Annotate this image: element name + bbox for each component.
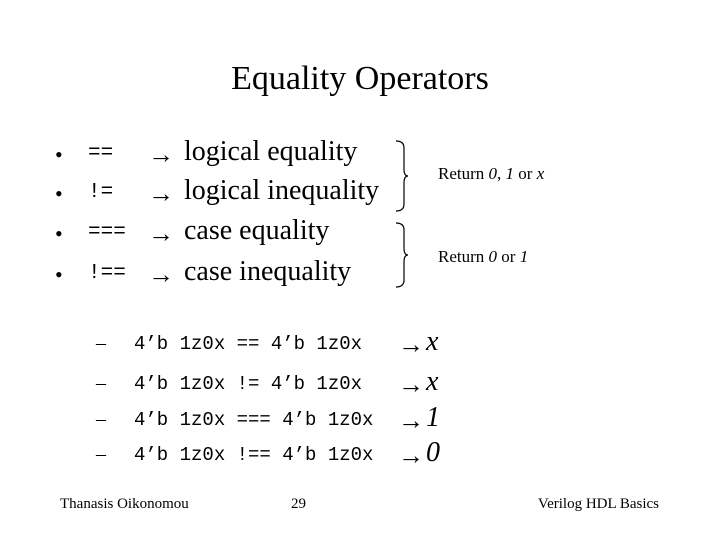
example-result: x [426, 366, 439, 397]
operator-description: case inequality [184, 256, 352, 287]
operator-symbol: == [88, 142, 114, 165]
bullet-icon: • [55, 262, 63, 287]
right-arrow-icon: → [148, 140, 174, 169]
example-code: 4’b 1z0x != 4’b 1z0x [134, 373, 363, 395]
dash-bullet: – [96, 332, 106, 354]
right-arrow-icon: → [148, 260, 174, 289]
operator-description: logical inequality [184, 175, 380, 206]
right-arrow-icon: → [398, 406, 424, 435]
bullet-icon: • [55, 181, 63, 206]
slide-title: Equality Operators [231, 60, 489, 97]
right-arrow-icon: → [398, 441, 424, 470]
dash-bullet: – [96, 408, 106, 430]
footer-course: Verilog HDL Basics [537, 496, 659, 512]
example-result: x [426, 326, 439, 357]
right-arrow-icon: → [398, 330, 424, 359]
right-arrow-icon: → [148, 219, 174, 248]
example-code: 4’b 1z0x === 4’b 1z0x [134, 409, 374, 431]
bullet-icon: • [55, 142, 63, 167]
example-result: 0 [426, 437, 440, 468]
right-arrow-icon: → [148, 179, 174, 208]
example-result: 1 [426, 402, 440, 433]
bracket-icon [395, 222, 405, 288]
right-arrow-icon: → [398, 370, 424, 399]
dash-bullet: – [96, 443, 106, 465]
return-note-logical: Return 0, 1 or x [438, 164, 545, 183]
example-code: 4’b 1z0x == 4’b 1z0x [134, 333, 363, 355]
return-note-case: Return 0 or 1 [438, 247, 529, 266]
bracket-icon [395, 140, 405, 212]
bullet-icon: • [55, 221, 63, 246]
dash-bullet: – [96, 372, 106, 394]
operator-symbol: === [88, 221, 126, 244]
footer-page-number: 29 [291, 496, 306, 512]
operator-symbol: != [88, 181, 114, 204]
operator-description: logical equality [184, 136, 358, 167]
operator-description: case equality [184, 215, 330, 246]
operator-symbol: !== [88, 262, 126, 285]
footer-author: Thanasis Oikonomou [60, 496, 189, 512]
example-code: 4’b 1z0x !== 4’b 1z0x [134, 444, 374, 466]
